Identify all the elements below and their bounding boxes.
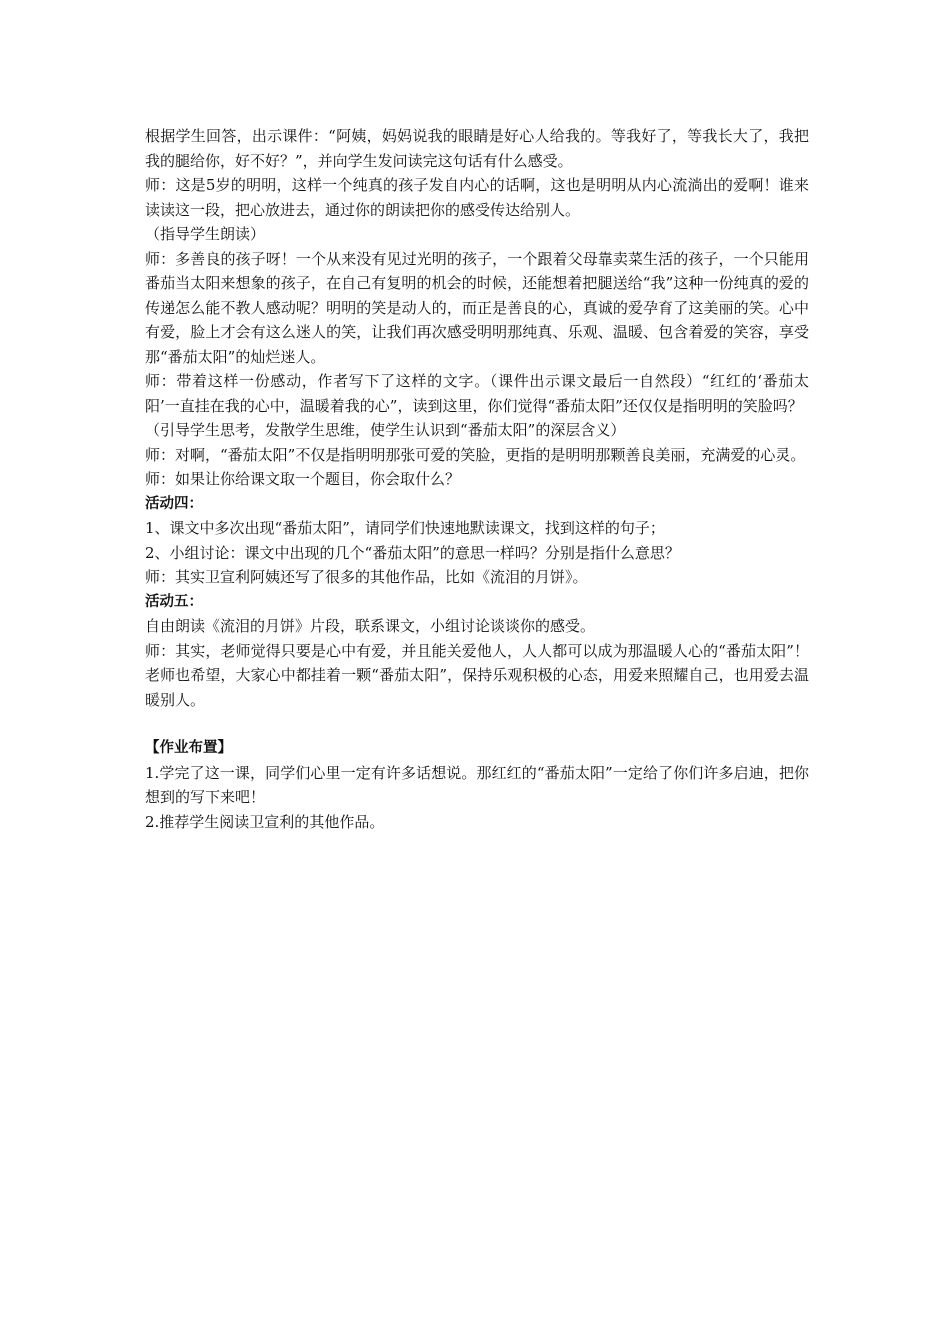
- paragraph-homework-item-1: 1.学完了这一课，同学们心里一定有许多话想说。那红红的“番茄太阳”一定给了你们许多启迪，把你想到的写下来吧！: [145, 763, 809, 806]
- paragraph-teacher-mingming: 师：这是5岁的明明，这样一个纯真的孩子发自内心的话啊，这也是明明从内心流淌出的爱啊！谁来读读这一段，把心放进去，通过你的朗读把你的感受传达给别人。: [145, 176, 809, 219]
- heading-homework: 【作业布置】: [145, 740, 232, 756]
- paragraph-courseware-quote: 根据学生回答，出示课件：“阿姨，妈妈说我的眼睛是好心人给我的。等我好了，等我长大了，我把我的腿给你，好不好？”，并向学生发问读完这句话有什么感受。: [145, 127, 809, 170]
- paragraph-teacher-moved: 师：带着这样一份感动，作者写下了这样的文字。（课件出示课文最后一自然段）“红红的‘番茄太阳’一直挂在我的心中，温暖着我的心”，读到这里，你们觉得“番茄太阳”还仅仅是指明明的笑脸吗？: [145, 372, 809, 415]
- heading-activity-four: 活动四：: [145, 495, 203, 512]
- paragraph-free-reading: 自由朗读《流泪的月饼》片段，联系课文，小组讨论谈谈你的感受。: [145, 617, 596, 635]
- paragraph-teacher-title-question: 师：如果让你给课文取一个题目，你会取什么？: [145, 470, 461, 488]
- heading-activity-five: 活动五：: [145, 593, 203, 610]
- paragraph-teacher-kind-child: 师：多善良的孩子呀！一个从来没有见过光明的孩子，一个跟着父母靠卖菜生活的孩子，一个只能用番茄当太阳来想象的孩子，在自己有复明的机会的时候，还能想着把腿送给“我”这种一份纯真的爱的传递怎么能不教人感动呢？明明的笑是动人的，而正是善良的心，真诚的爱孕育了这美丽的笑。心中有爱，脸上才会有这么迷人的笑，让我们再次感受明明那纯真、乐观、温暖、包含着爱的笑容，享受那“番茄太阳”的灿烂迷人。: [145, 249, 809, 366]
- paragraph-teacher-heart: 师：对啊，“番茄太阳”不仅是指明明那张可爱的笑脸，更指的是明明那颗善良美丽，充满爱的心灵。: [145, 445, 806, 464]
- paragraph-guide-thinking: （引导学生思考，发散学生思维，使学生认识到“番茄太阳”的深层含义）: [145, 421, 626, 439]
- paragraph-teacher-summary: 师：其实，老师觉得只要是心中有爱，并且能关爱他人，人人都可以成为那温暖人心的“番茄太阳”！老师也希望，大家心中都挂着一颗“番茄太阳”，保持乐观积极的心态，用爱来照耀自己，也用爱去温暖别人。: [145, 641, 809, 709]
- paragraph-activity-four-item-1: 1、课文中多次出现“番茄太阳”，请同学们快速地默读课文，找到这样的句子；: [145, 519, 665, 537]
- document-body: [145, 124, 809, 834]
- paragraph-guide-reading: （指导学生朗读）: [145, 225, 266, 243]
- paragraph-activity-four-item-2: 2、小组讨论：课文中出现的几个“番茄太阳”的意思一样吗？分别是指什么意思？: [145, 543, 680, 562]
- paragraph-teacher-other-works: 师：其实卫宣利阿姨还写了很多的其他作品，比如《流泪的月饼》。: [145, 568, 588, 586]
- paragraph-homework-item-2: 2.推荐学生阅读卫宣利的其他作品。: [145, 812, 385, 831]
